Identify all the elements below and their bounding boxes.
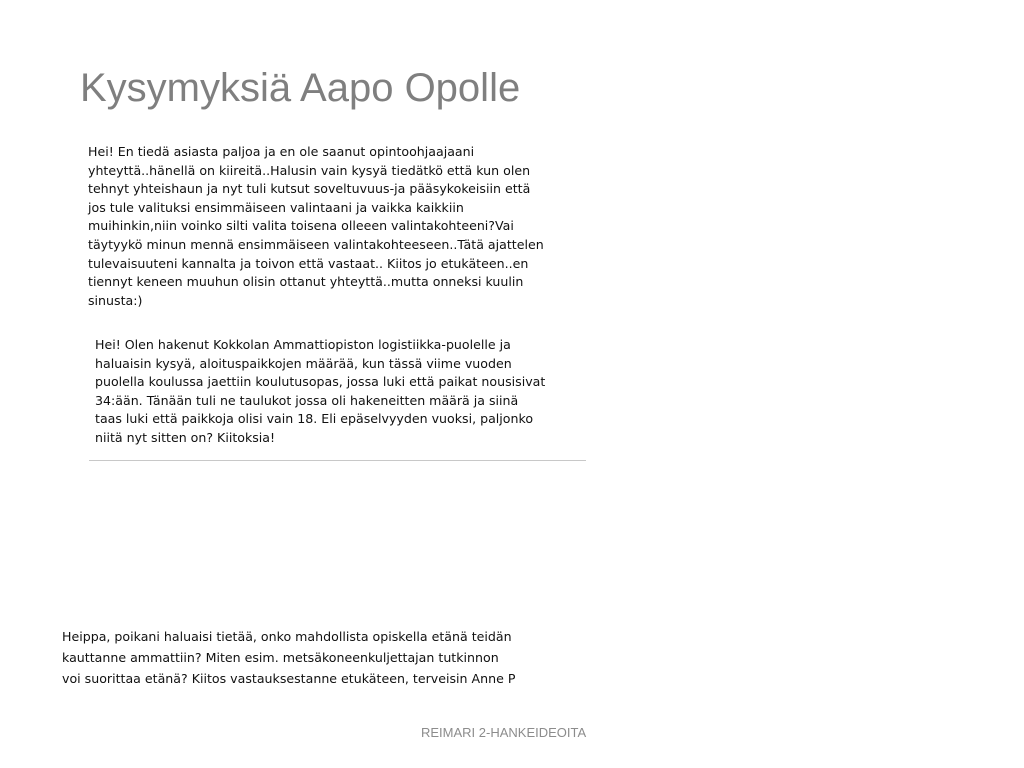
question-line: taas luki että paikkoja olisi vain 18. Eli epäselvyyden vuoksi, paljonko bbox=[95, 411, 534, 427]
question-line: yhteyttä..hänellä on kiireitä..Halusin vain kysyä tiedätkö että kun olen bbox=[88, 162, 531, 178]
question-line: kauttanne ammattiin? Miten esim. metsäkoneenkuljettajan tutkinnon bbox=[62, 650, 499, 665]
question-line: Hei! En tiedä asiasta paljoa ja en ole saanut opintoohjaajaani bbox=[88, 144, 475, 159]
question-line: niitä nyt sitten on? Kiitoksia! bbox=[95, 429, 276, 445]
slide-footer: REIMARI 2-HANKEIDEOITA bbox=[421, 725, 587, 740]
question-line: haluaisin kysyä, aloituspaikkojen määrää, kun tässä viime vuoden bbox=[95, 355, 512, 371]
question-line: Heippa, poikani haluaisi tietää, onko mahdollista opiskella etänä teidän bbox=[62, 629, 512, 644]
question-line: jos tule valituksi ensimmäiseen valintaani ja vaikka kaikkiin bbox=[88, 199, 464, 215]
question-text-1 bbox=[88, 143, 544, 310]
question-line: tiennyt keneen muuhun olisin ottanut yhteyttä..mutta onneksi kuulin bbox=[88, 274, 524, 290]
question-text-2 bbox=[95, 336, 545, 448]
question-text-3 bbox=[62, 626, 523, 689]
question-line: 34:ään. Tänään tuli ne taulukot jossa oli hakeneitten määrä ja siinä bbox=[95, 392, 519, 408]
question-line: tulevaisuuteni kannalta ja toivon että vastaat.. Kiitos jo etukäteen..en bbox=[88, 255, 529, 271]
slide-title: Kysymyksiä Aapo Opolle bbox=[80, 66, 521, 110]
divider-line bbox=[89, 460, 586, 461]
question-line: tehnyt yhteishaun ja nyt tuli kutsut soveltuvuus-ja pääsykokeisiin että bbox=[88, 181, 531, 197]
question-line: Hei! Olen hakenut Kokkolan Ammattiopiston logistiikka-puolelle ja bbox=[95, 337, 511, 352]
question-line: puolella koulussa jaettiin koulutusopas, jossa luki että paikat nousisivat bbox=[95, 374, 546, 390]
question-line: täytyykö minun mennä ensimmäiseen valintakohteeseen..Tätä ajattelen bbox=[88, 236, 544, 252]
question-line: muihinkin,niin voinko silti valita toisena olleeen valintakohteeni?Vai bbox=[88, 218, 514, 234]
question-line: voi suorittaa etänä? Kiitos vastauksestanne etukäteen, terveisin Anne P bbox=[62, 671, 516, 686]
question-line: sinusta:) bbox=[88, 292, 143, 308]
